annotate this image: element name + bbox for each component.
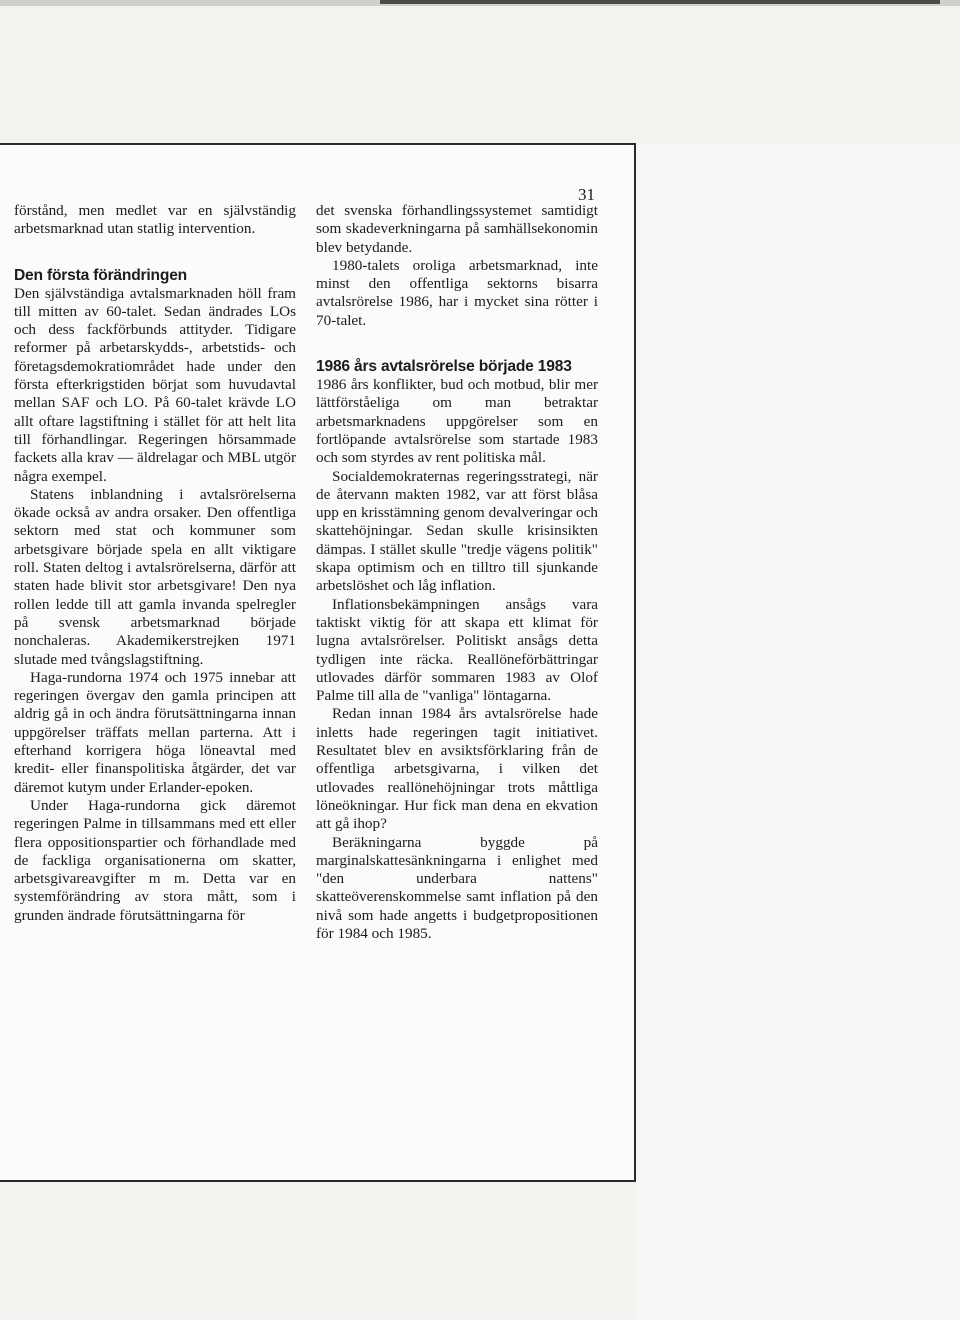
paragraph: Statens inblandning i avtalsrörelserna ökade också av andra orsaker. Den offentliga sektorn med stat och kommuner som arbetsgivare började spela en allt viktigare roll. Staten deltog i avtalsrörelserna, därför att staten hade blivit stor arbetsgivare! Den nya rollen ledde till att gamla invanda spelregler på svensk arbetsmarknad började nonchaleras. Akademikerstrejken 1971 slutade med tvångslagstiftning. [14,485,296,668]
paragraph: 1980-talets oroliga arbetsmarknad, inte minst den offentliga sektorns bisarra avtalsrörelse 1986, har i mycket sina rötter i 70-talet. [316,256,598,329]
heading-den-forsta-forandringen: Den första förändringen [14,266,188,284]
paragraph: Haga-rundorna 1974 och 1975 innebar att regeringen övergav den gamla principen att aldrig gå in och ändra förutsättningarna innan uppgörelser träffats mellan parterna. Att i efterhand korrigera höga löneavtal med kredit- eller finanspolitiska åtgärder, det var däremot kutym under Erlander-epoken. [14,668,296,796]
paragraph-intro-left: förstånd, men medlet var en självständig arbetsmarknad utan statlig intervention. [14,202,296,238]
paragraph: Under Haga-rundorna gick däremot regeringen Palme in tillsammans med ett eller flera oppositionspartier och förhandlade med de fackliga organisationerna om skatter, arbetsgivareavgifter m m. Detta var en systemförändring av stora mått, som i grunden ändrade förutsättningarna för [14,796,296,924]
paragraph: Redan innan 1984 års avtalsrörelse hade inletts hade regeringen tagit initiativet. Resultatet blev en avsiktsförklaring från de offentliga arbetsgivarna, i vilken det utlovades reallönehöjningar trots måttliga löneökningar. Hur fick man dena en ekvation att gå ihop? [316,705,598,833]
paragraph: 1986 års konflikter, bud och motbud, blir mer lättförståeliga om man betraktar arbetsmarknadens uppgörelser som en fortlöpande avtalsrörelse som startade 1983 och som styrdes av rent politiska mål. [316,376,598,467]
heading-1986-ars-avtalsrorelse: 1986 års avtalsrörelse började 1983 [316,358,572,376]
paragraph: Beräkningarna byggde på marginalskattesänkningarna i enlighet med "den underbara nattens" skatteöverenskommelse samt inflation på den nivå som hade angetts i budgetpropositionen för 1984 och 1985. [316,833,598,942]
paragraph-intro-right: det svenska förhandlingssystemet samtidigt som skadeverkningarna på samhällsekonomin blev betydande. [316,202,598,256]
page-number: 31 [578,185,595,204]
left-column [14,202,296,925]
scan-background [636,143,960,1320]
paragraph: Socialdemokraternas regeringsstrategi, när de återvann makten 1982, var att först blåsa upp en krisstämning genom devalveringar och skattehöjningar. Sedan skulle krisinsikten dämpas. I stället skulle "tredje vägens politik" skapa optimism och en tilltro till sjunkande arbetslöshet och låg inflation. [316,467,598,595]
paragraph: Den självständiga avtalsmarknaden höll fram till mitten av 60-talet. Sedan ändrades LOs och dess fackförbunds attityder. Tidigare reformer på arbetarskydds-, arbetstids- och företagsdemokratiområdet hade under den första efterkrigstiden börjat som huvudavtal mellan SAF och LO. På 60-talet krävde LO allt oftare lagstiftning i stället för att helt lita till förhandlingar. Regeringen hörsammade fackets alla krav — äldrelagar och MBL utgör några exempel. [14,284,296,485]
scan-edge [0,0,960,6]
paragraph: Inflationsbekämpningen ansågs vara taktiskt viktig för att skapa ett klimat för lugna avtalsrörelser. Politiskt ansågs detta tydligen inte räcka. Reallöneförbättringar utlovades därför sommaren 1983 av Olof Palme till alla de "vanliga" löntagarna. [316,595,598,705]
right-column [316,202,598,943]
